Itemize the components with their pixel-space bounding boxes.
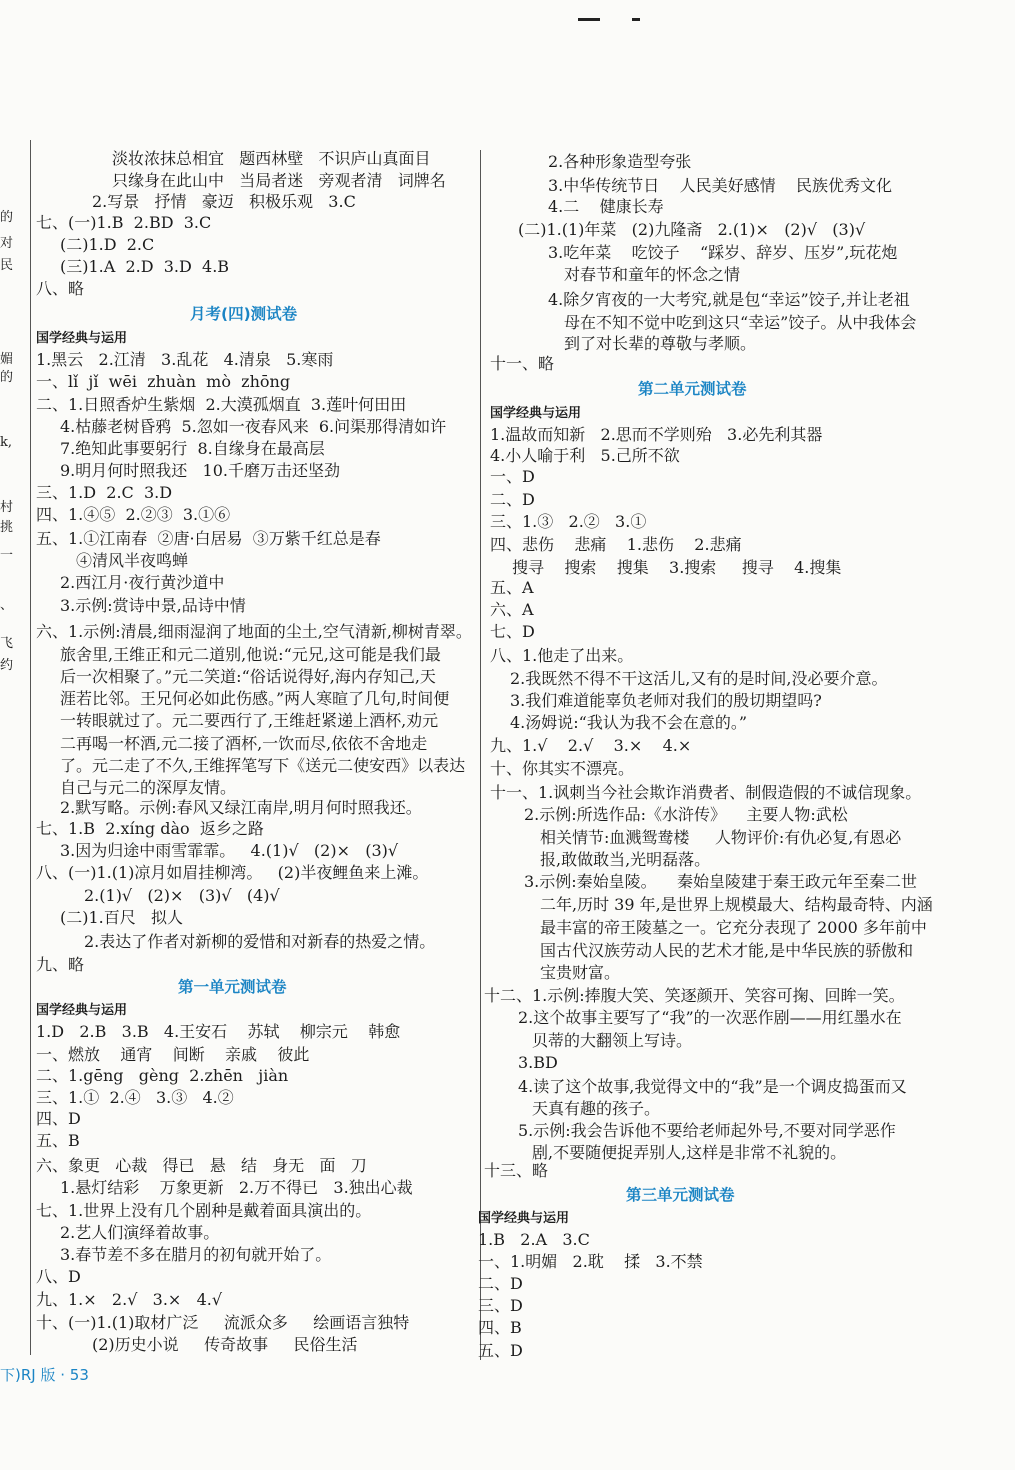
answer-line: 母在不知不觉中吃到这只“幸运”饺子。从中我体会 (564, 313, 917, 332)
answer-line: (二)1.百尺 拟人 (60, 908, 184, 927)
answer-line: 宝贵财富。 (540, 963, 621, 982)
edge-fragment: 的 (0, 370, 14, 385)
edge-fragment: 民 (0, 258, 14, 273)
answer-line: 淡妆浓抹总相宜 题西林壁 不识庐山真面目 (112, 149, 431, 168)
answer-line: 三、1.D 2.C 3.D (36, 483, 173, 502)
answer-line: 最丰富的帝王陵墓之一。它充分表现了 2000 多年前中 (540, 918, 927, 937)
answer-line: 六、1.示例:清晨,细雨湿润了地面的尘土,空气清新,柳树青翠。 (36, 622, 472, 641)
answer-line: 二、D (478, 1274, 523, 1293)
answer-line: 一、lǐ jǐ wēi zhuàn mò zhōng (36, 372, 291, 391)
answer-line: 2.写景 抒情 豪迈 积极乐观 3.C (92, 192, 356, 211)
answer-line: 旅舍里,王维正和元二道别,他说:“元兄,这可能是我们最 (60, 645, 441, 664)
answer-line: 贝蒂的大翻领上写诗。 (532, 1031, 693, 1050)
answer-line: (二)1.D 2.C (60, 235, 155, 254)
answer-line: 五、A (490, 578, 534, 597)
answer-line: 2.西江月·夜行黄沙道中 (60, 573, 225, 592)
answer-line: 1.悬灯结彩 万象更新 2.万不得已 3.独出心裁 (60, 1178, 413, 1197)
subsection-label: 国学经典与运用 (36, 331, 128, 346)
answer-line: 八、D (36, 1267, 81, 1286)
answer-line: 3.中华传统节日 人民美好感情 民族优秀文化 (548, 176, 892, 195)
answer-line: 5.示例:我会告诉他不要给老师起外号,不要对同学恶作 (518, 1121, 896, 1140)
answer-line: (三)1.A 2.D 3.D 4.B (60, 257, 230, 276)
answer-line: 六、A (490, 600, 534, 619)
answer-line: 1.黑云 2.江清 3.乱花 4.清泉 5.寒雨 (36, 350, 334, 369)
answer-line: 十、你其实不漂亮。 (490, 759, 635, 778)
edge-fragment: 挑 (0, 520, 14, 535)
answer-line: (2)历史小说 传奇故事 民俗生活 (92, 1335, 358, 1354)
left-column-rule (30, 140, 31, 1355)
answer-line: 4.汤姆说:“我认为我不会在意的。” (510, 713, 748, 732)
subsection-label: 国学经典与运用 (478, 1211, 570, 1226)
answer-line: 2.表达了作者对新柳的爱惜和对新春的热爱之情。 (84, 932, 436, 951)
answer-line: 八、略 (36, 279, 85, 298)
answer-line: 2.示例:所选作品:《水浒传》 主要人物:武松 (524, 805, 848, 824)
edge-fragment: 、 (0, 598, 14, 613)
answer-line: 二、1.日照香炉生紫烟 2.大漠孤烟直 3.莲叶何田田 (36, 395, 407, 414)
answer-line: 四、B (478, 1318, 522, 1337)
answer-line: 4.小人喻于利 5.己所不欲 (490, 446, 680, 465)
section-heading: 月考(四)测试卷 (190, 305, 298, 323)
page-footer: 下)RJ 版 · 53 (0, 1366, 89, 1384)
answer-line: 七、D (490, 622, 535, 641)
answer-line: 三、D (478, 1296, 523, 1315)
answer-line: 七、1.B 2.xíng dào 返乡之路 (36, 819, 264, 838)
answer-line: 剧,不要随便捉弄别人,这样是非常不礼貌的。 (532, 1143, 847, 1162)
answer-line: 天真有趣的孩子。 (532, 1099, 661, 1118)
answer-line: 二再喝一杯酒,元二接了酒杯,一饮而尽,依依不舍地走 (60, 734, 428, 753)
answer-line: 十一、略 (490, 354, 555, 373)
answer-line: 涯若比邻。王兄何必如此伤感。”两人寒暄了几句,时间便 (60, 689, 450, 708)
answer-line: 十二、1.示例:捧腹大笑、笑逐颜开、笑容可掬、回眸一笑。 (484, 986, 905, 1005)
answer-line: 二年,历时 39 年,是世界上规模最大、结构最奇特、内涵 (540, 895, 933, 914)
edge-fragment: 的 (0, 210, 14, 225)
answer-line: 2.这个故事主要写了“我”的一次恶作剧——用红墨水在 (518, 1008, 902, 1027)
answer-line: 七、1.世界上没有几个剧种是戴着面具演出的。 (36, 1201, 372, 1220)
answer-line: 7.绝知此事要躬行 8.自缘身在最高层 (60, 439, 325, 458)
answer-line: 报,敢做敢当,光明磊落。 (540, 850, 711, 869)
answer-line: 了。元二走了不久,王维挥笔写下《送元二使安西》以表达 (60, 756, 466, 775)
edge-fragment: k, (0, 435, 13, 450)
answer-line: 一、1.明媚 2.耽 揉 3.不禁 (478, 1252, 703, 1271)
edge-fragment: 村 (0, 500, 14, 515)
answer-line: 4.读了这个故事,我觉得文中的“我”是一个调皮捣蛋而又 (518, 1077, 907, 1096)
answer-line: 五、D (478, 1341, 523, 1360)
answer-line: 3.因为归途中雨雪霏霏。 4.(1)√ (2)× (3)√ (60, 841, 399, 860)
answer-line: 3.示例:赏诗中景,品诗中情 (60, 596, 246, 615)
answer-line: 2.(1)√ (2)× (3)√ (4)√ (84, 886, 280, 905)
answer-line: 3.示例:秦始皇陵。 秦始皇陵建于秦王政元年至秦二世 (524, 872, 918, 891)
edge-fragment: 媚 (0, 352, 14, 367)
answer-line: 三、1.③ 2.② 3.① (490, 512, 647, 531)
answer-line: 只缘身在此山中 当局者迷 旁观者清 词牌名 (112, 171, 446, 190)
answer-line: 搜寻 搜索 搜集 3.搜索 搜寻 4.搜集 (512, 558, 842, 577)
answer-line: 四、D (36, 1109, 81, 1128)
section-heading: 第二单元测试卷 (638, 380, 747, 398)
answer-line: 9.明月何时照我还 10.千磨万击还坚劲 (60, 461, 340, 480)
answer-line: 九、1.√ 2.√ 3.× 4.× (490, 736, 692, 755)
answer-line: 十三、略 (484, 1161, 549, 1180)
answer-line: 三、1.① 2.④ 3.③ 4.② (36, 1088, 234, 1107)
answer-line: 九、1.× 2.√ 3.× 4.√ (36, 1290, 223, 1309)
answer-line: 对春节和童年的怀念之情 (564, 265, 741, 284)
answer-line: 四、1.④⑤ 2.②③ 3.①⑥ (36, 505, 231, 524)
section-heading: 第一单元测试卷 (178, 978, 287, 996)
answer-line: 3.春节差不多在腊月的初旬就开始了。 (60, 1245, 332, 1264)
answer-line: 2.默写略。示例:春风又绿江南岸,明月何时照我还。 (60, 798, 422, 817)
answer-line: 一、燃放 通宵 间断 亲戚 彼此 (36, 1045, 310, 1064)
answer-line: 到了对长辈的尊敬与孝顺。 (564, 334, 757, 353)
answer-line: 1.温故而知新 2.思而不学则殆 3.必先利其器 (490, 425, 823, 444)
answer-line: 一转眼就过了。元二要西行了,王维赶紧递上酒杯,劝元 (60, 711, 439, 730)
answer-line: 六、象更 心裁 得已 悬 结 身无 面 刀 (36, 1156, 367, 1175)
answer-line: 国古代汉族劳动人民的艺术才能,是中华民族的骄傲和 (540, 941, 914, 960)
answer-line: 1.B 2.A 3.C (478, 1230, 590, 1249)
answer-line: 九、略 (36, 955, 85, 974)
answer-line: 八、1.他走了出来。 (490, 646, 634, 665)
subsection-label: 国学经典与运用 (36, 1003, 128, 1018)
answer-line: 十、(一)1.(1)取材广泛 流派众多 绘画语言独特 (36, 1313, 410, 1332)
answer-line: 后一次相聚了。”元二笑道:“俗话说得好,海内存知己,天 (60, 667, 436, 686)
answer-line: 一、D (490, 467, 535, 486)
answer-line: 二、1.gēng gèng 2.zhēn jiàn (36, 1066, 289, 1085)
subsection-label: 国学经典与运用 (490, 406, 582, 421)
edge-fragment: 约 (0, 658, 14, 673)
answer-line: 3.吃年菜 吃饺子 “踩岁、辞岁、压岁”,玩花炮 (548, 243, 898, 262)
answer-line: ④清风半夜鸣蝉 (76, 551, 189, 570)
answer-line: 4.除夕宵夜的一大考究,就是包“幸运”饺子,并让老祖 (548, 290, 910, 309)
answer-line: 四、悲伤 悲痛 1.悲伤 2.悲痛 (490, 535, 742, 554)
answer-line: 4.枯藤老树昏鸦 5.忽如一夜春风来 6.问渠那得清如许 (60, 417, 447, 436)
answer-line: 二、D (490, 490, 535, 509)
answer-line: 2.艺人们演绎着故事。 (60, 1223, 220, 1242)
center-column-rule (480, 150, 481, 1360)
answer-line: 1.D 2.B 3.B 4.王安石 苏轼 柳宗元 韩愈 (36, 1022, 401, 1041)
answer-line: 十一、1.讽刺当今社会欺诈消费者、制假造假的不诚信现象。 (490, 783, 922, 802)
answer-line: (二)1.(1)年菜 (2)九隆斋 2.(1)× (2)√ (3)√ (518, 220, 866, 239)
edge-fragment: 飞 (0, 636, 14, 651)
answer-line: 3.BD (518, 1053, 558, 1072)
answer-line: 五、1.①江南春 ②唐·白居易 ③万紫千红总是春 (36, 529, 381, 548)
edge-fragment: 对 (0, 236, 14, 251)
answer-line: 3.我们难道能辜负老师对我们的殷切期望吗? (510, 691, 822, 710)
answer-line: 相关情节:血溅鸳鸯楼 人物评价:有仇必复,有恩必 (540, 828, 902, 847)
answer-line: 自己与元二的深厚友情。 (60, 778, 237, 797)
answer-line: 4.二 健康长寿 (548, 197, 664, 216)
section-heading: 第三单元测试卷 (626, 1186, 735, 1204)
answer-line: 七、(一)1.B 2.BD 3.C (36, 213, 212, 232)
answer-line: 2.各种形象造型夸张 (548, 152, 692, 171)
answer-line: 八、(一)1.(1)凉月如眉挂柳湾。 (2)半夜鲤鱼来上滩。 (36, 863, 429, 882)
answer-line: 五、B (36, 1131, 80, 1150)
edge-fragment: 一 (0, 548, 14, 563)
answer-line: 2.我既然不得不干这活儿,又有的是时间,没必要介意。 (510, 669, 888, 688)
